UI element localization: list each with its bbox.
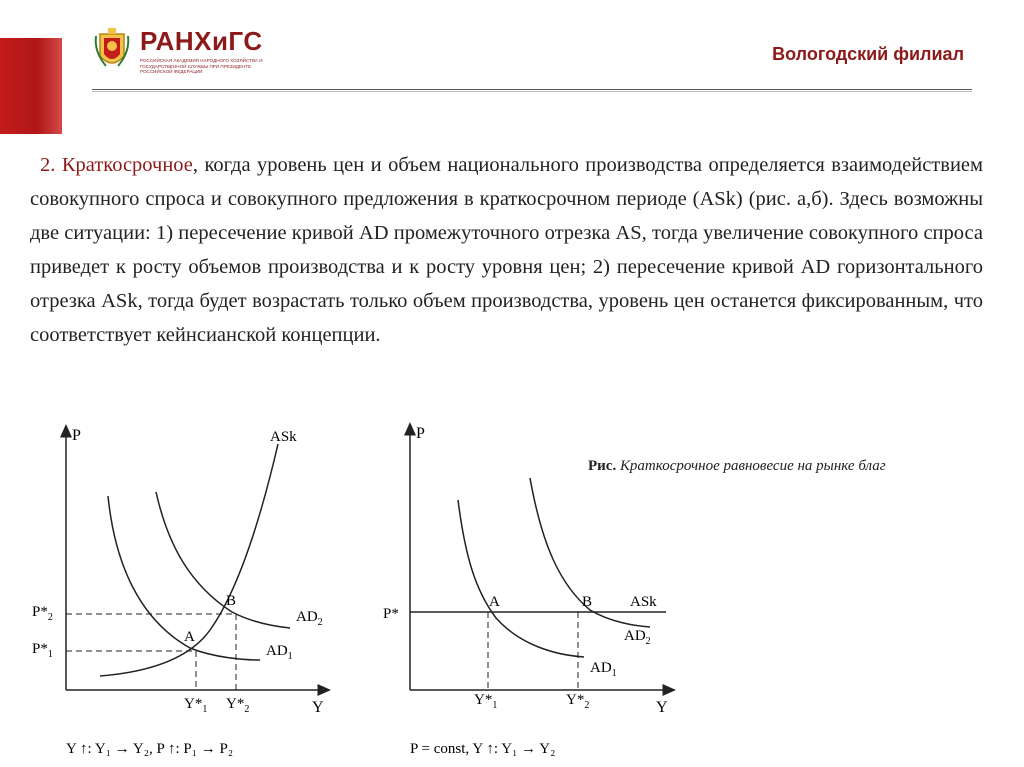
caption-prefix: Рис.: [588, 458, 617, 474]
fig-a-axis-x-label: Y: [312, 699, 324, 716]
figure-a: [32, 427, 325, 757]
fig-a-p1-label: $P*_1$: [32, 641, 53, 660]
fig-b-axis-x-label: Y: [656, 699, 668, 716]
branch-title: Вологодский филиал: [772, 44, 964, 64]
fig-b-ask-label: ASk: [630, 594, 657, 610]
term: Краткосрочное: [61, 154, 193, 176]
fig-b-ad2-label: $AD_2$: [624, 628, 651, 647]
logo-subtitle: РОССИЙСКАЯ АКАДЕМИЯ НАРОДНОГО ХОЗЯЙСТВА И ГОСУДАРСТВЕННОЙ СЛУЖБЫ ПРИ ПРЕЗИДЕНТЕ РОССИЙСКОЙ ФЕДЕРАЦИИ: [140, 58, 263, 74]
fig-b-y1-label: $Y*_1$: [474, 692, 498, 711]
fig-b-axis-y-label: P: [416, 425, 425, 442]
fig-b-point-a: A: [489, 594, 500, 610]
fig-a-p2-label: $P*_2$: [32, 604, 53, 623]
fig-a-point-b: B: [226, 593, 237, 609]
fig-b-ad1-label: $AD_1$: [590, 660, 617, 679]
fig-b-y2-label: $Y*_2$: [566, 692, 590, 711]
figure-b: [383, 425, 670, 757]
fig-a-axis-y-label: P: [72, 427, 81, 444]
fig-a-y1-label: $Y*_1$: [184, 696, 208, 715]
fig-b-ad1-curve: [458, 500, 584, 657]
fig-b-formula: P = const, Y ↑: Y₁ → Y₂: [410, 741, 556, 757]
fig-a-ad2-label: $AD_2$: [296, 609, 323, 628]
body-text: , когда уровень цен и объем национального производства определяется взаимодействием совокупного спроса и совокупного предложения в краткосрочном периоде (ASk) (рис. а,б). Здесь возможны две ситуации: 1) пересечение кривой AD промежуточного отрезка AS, тогда увеличение совокупного спроса приведет к росту объемов производства и к росту уровня цен; 2) пересечение кривой AD горизонтального отрезка ASk, тогда будет возрастать только объем производства, уровень цен останется фиксированным, что соответствует кейнсианской концепции.: [30, 154, 983, 346]
fig-a-ad1-label: $AD_1$: [266, 643, 293, 662]
fig-a-point-a: A: [184, 629, 195, 645]
fig-a-formula: Y ↑: Y₁ → Y₂, P ↑: P₁ → P₂: [66, 741, 234, 757]
fig-a-y2-label: $Y*_2$: [226, 696, 250, 715]
item-number: 2.: [40, 154, 56, 176]
logo-text: РАНХиГС: [140, 26, 263, 56]
fig-b-p-label: P*: [383, 606, 399, 622]
caption-text: Краткосрочное равновесие на рынке благ: [619, 458, 886, 474]
fig-b-point-b: B: [582, 594, 593, 610]
fig-a-ask-label: ASk: [270, 429, 297, 445]
